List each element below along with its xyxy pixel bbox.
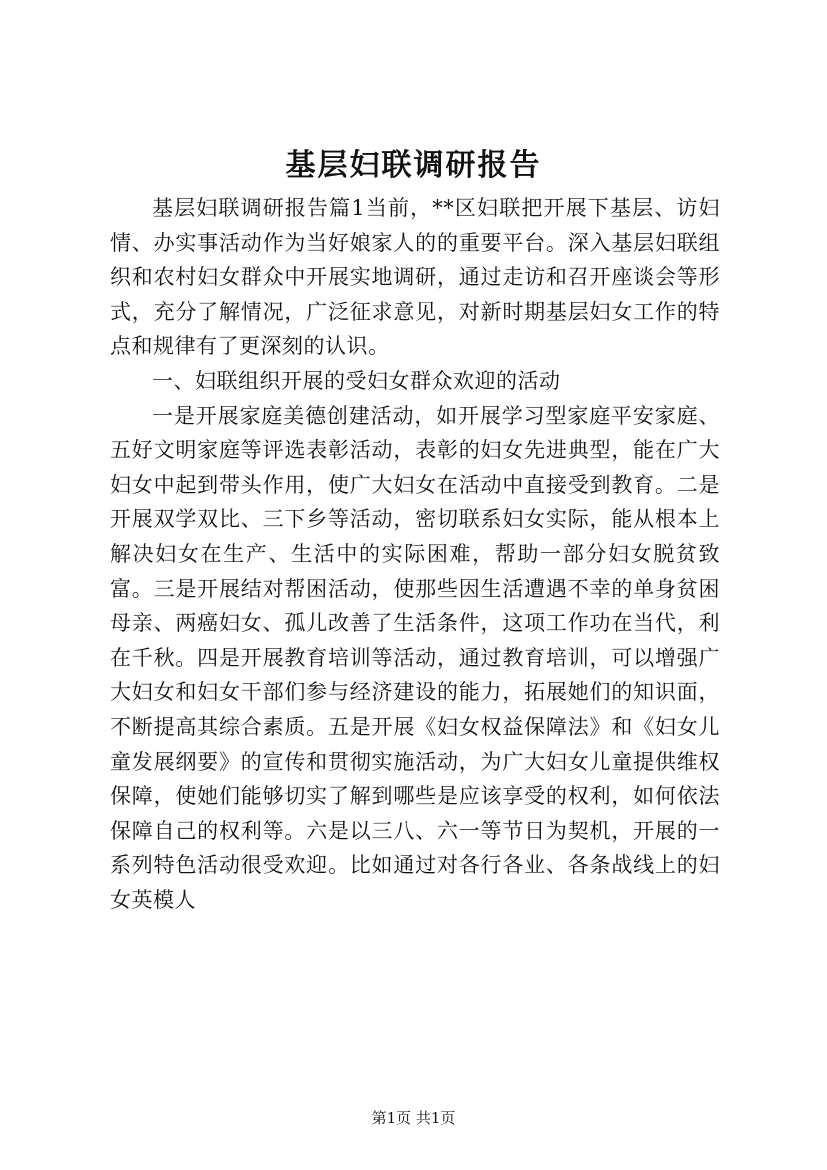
section-heading-1: 一、妇联组织开展的受妇女群众欢迎的活动 <box>152 368 561 393</box>
document-title: 基层妇联调研报告 <box>285 148 542 183</box>
page-number-footer: 第1页 共1页 <box>371 1109 456 1127</box>
paragraph-intro: 基层妇联调研报告篇1当前，**区妇联把开展下基层、访妇情、办实事活动作为当好娘家人的的重要平台。深入基层妇联组织和农村妇女群众中开展实地调研，通过走访和召开座谈会等形式，充分了解情况，广泛征求意见，对新时期基层妇女工作的特点和规律有了更深刻的认识。 <box>110 196 720 359</box>
paragraph-activities: 一是开展家庭美德创建活动，如开展学习型家庭平安家庭、五好文明家庭等评选表彰活动，表彰的妇女先进典型，能在广大妇女中起到带头作用，使广大妇女在活动中直接受到教育。二是开展双学双比、三下乡等活动，密切联系妇女实际，能从根本上解决妇女在生产、生活中的实际困难，帮助一部分妇女脱贫致富。三是开展结对帮困活动，使那些因生活遭遇不幸的单身贫困母亲、两癌妇女、孤儿改善了生活条件，这项工作功在当代，利在千秋。四是开展教育培训等活动，通过教育培训，可以增强广大妇女和妇女干部们参与经济建设的能力，拓展她们的知识面，不断提高其综合素质。五是开展《妇女权益保障法》和《妇女儿童发展纲要》的宣传和贯彻实施活动，为广大妇女儿童提供维权保障，使她们能够切实了解到哪些是应该享受的权利，如何依法保障自己的权利等。六是以三八、六一等节日为契机，开展的一系列特色活动很受欢迎。比如通过对各行各业、各条战线上的妇女英模人 <box>110 403 720 912</box>
document-body <box>110 191 720 917</box>
